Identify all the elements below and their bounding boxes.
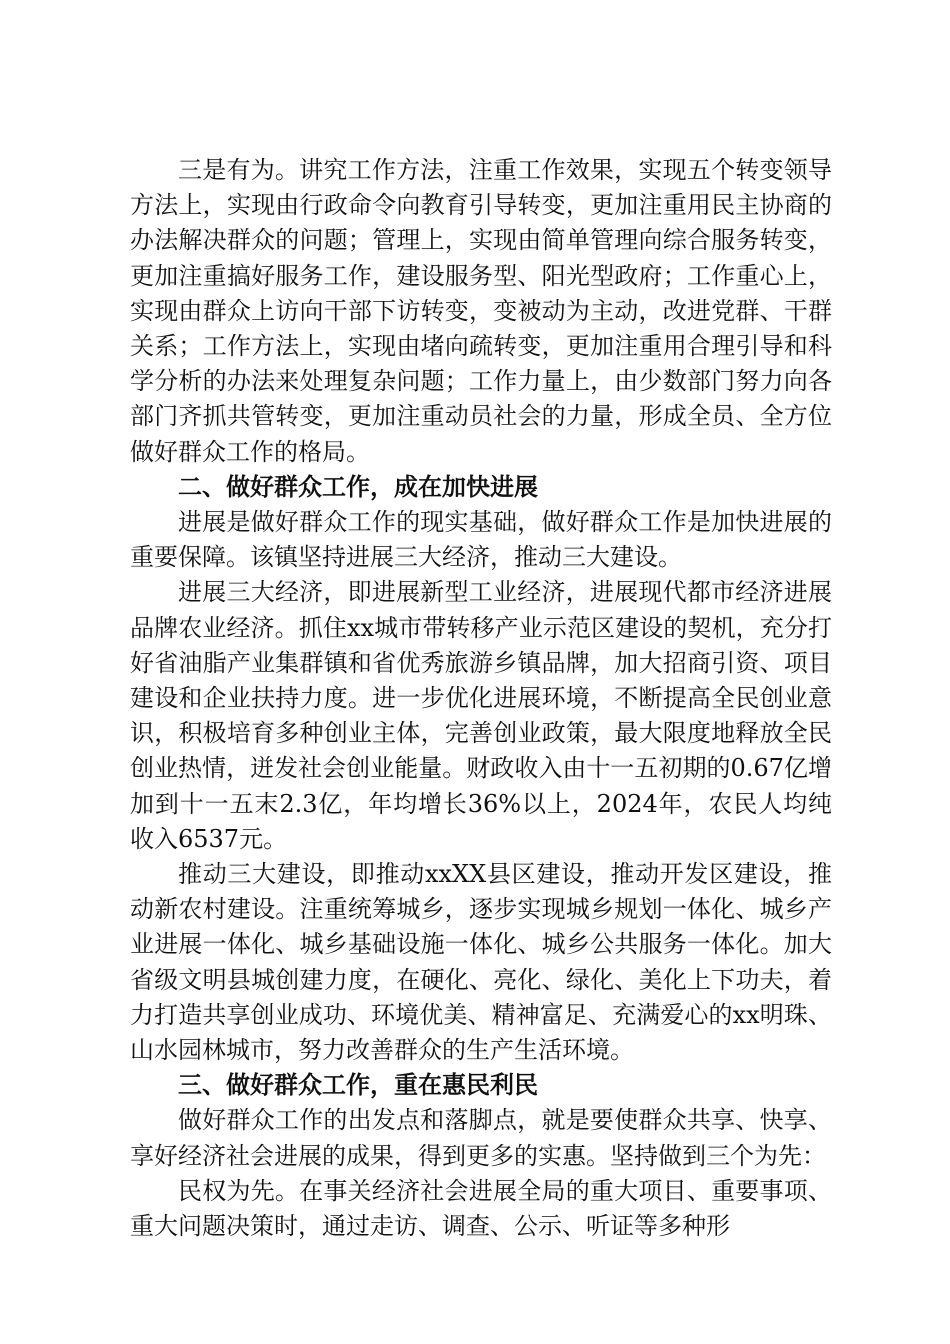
paragraph-youwei: 三是有为。讲究工作方法，注重工作效果，实现五个转变领导方法上，实现由行政命令向教育引导转变，更加注重用民主协商的办法解决群众的问题；管理上，实现由简单管理向综合服务转变，更加注重搞好服务工作，建设服务型、阳光型政府；工作重心上，实现由群众上访向干部下访转变，变被动为主动，改进党群、干群关系；工作方法上，实现由堵向疏转变，更加注重用合理引导和科学分析的办法来处理复杂问题；工作力量上，由少数部门努力向各部门齐抓共管转变，更加注重动员社会的力量，形成全员、全方位做好群众工作的格局。 [130,156,832,466]
section-heading-2: 二、做好群众工作，成在加快进展 [178,472,538,501]
paragraph-civil-rights-first: 民权为先。在事关经济社会进展全局的重大项目、重要事项、重大问题决策时，通过走访、调查、公示、听证等多种形 [130,1176,832,1241]
paragraph-benefit-people: 做好群众工作的出发点和落脚点，就是要使群众共享、快享、享好经济社会进展的成果，得到更多的实惠。坚持做到三个为先： [130,1106,832,1170]
document-body [130,153,832,1244]
paragraph-development-basis: 进展是做好群众工作的现实基础，做好群众工作是加快进展的重要保障。该镇坚持进展三大经济，推动三大建设。 [130,508,832,572]
paragraph-three-constructions: 推动三大建设，即推动xxXX县区建设，推动开发区建设，推动新农村建设。注重统筹城乡，逐步实现城乡规划一体化、城乡产业进展一体化、城乡基础设施一体化、城乡公共服务一体化。加大省级文明县城创建力度，在硬化、亮化、绿化、美化上下功夫，着力打造共享创业成功、环境优美、精神富足、充满爱心的xx明珠、山水园林城市，努力改善群众的生产生活环境。 [130,860,832,1065]
paragraph-three-economies: 进展三大经济，即进展新型工业经济，进展现代都市经济进展品牌农业经济。抓住xx城市带转移产业示范区建设的契机，充分打好省油脂产业集群镇和省优秀旅游乡镇品牌，加大招商引资、项目建设和企业扶持力度。进一步优化进展环境，不断提高全民创业意识，积极培育多种创业主体，完善创业政策，最大限度地释放全民创业热情，迸发社会创业能量。财政收入由十一五初期的0.67亿增加到十一五末2.3亿，年均增长36%以上，2024年，农民人均纯收入6537元。 [130,578,832,853]
section-heading-3: 三、做好群众工作，重在惠民利民 [178,1071,538,1100]
